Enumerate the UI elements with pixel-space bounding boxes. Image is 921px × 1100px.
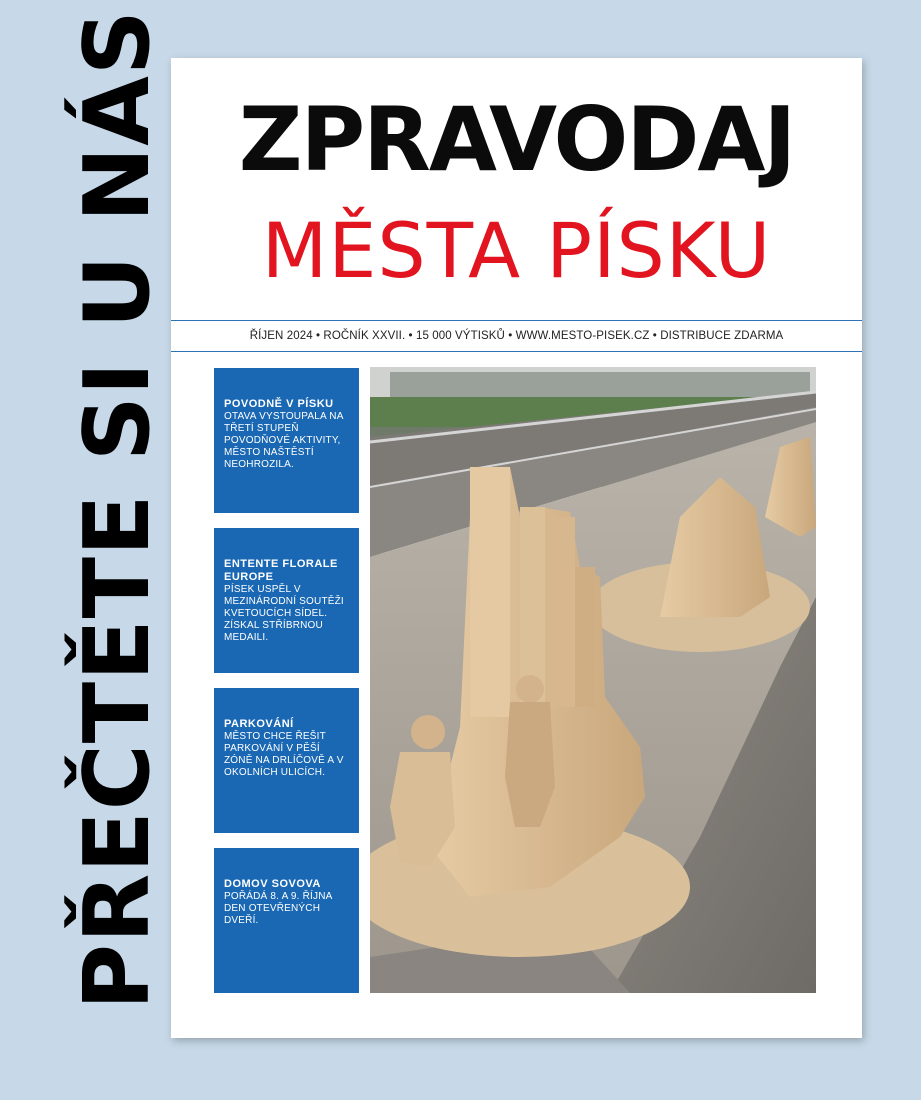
teaser-block-entente-florale[interactable]	[214, 528, 359, 673]
issue-info: ŘÍJEN 2024 • ROČNÍK XXVII. • 15 000 VÝTISKŮ • WWW.MESTO-PISEK.CZ • DISTRIBUCE ZDARMA	[249, 330, 784, 342]
magazine-cover[interactable]	[171, 58, 862, 1038]
photo-illustration	[370, 367, 816, 993]
teaser-block-parking[interactable]	[214, 688, 359, 833]
cover-title-sub: MĚSTA PÍSKU	[261, 206, 772, 295]
teaser-title: DOMOV SOVOVA	[224, 878, 321, 890]
cover-title-main: ZPRAVODAJ	[238, 88, 795, 191]
bottom-rule	[171, 351, 862, 352]
teaser-block-domov-sovova[interactable]	[214, 848, 359, 993]
top-rule	[171, 320, 862, 321]
cover-photo-sand-sculptures	[370, 367, 816, 993]
teaser-text: PÍSEK USPĚL V MEZINÁRODNÍ SOUTĚŽI KVETOUCÍCH SÍDEL. ZÍSKAL STŘÍBRNOU MEDAILI.	[224, 584, 344, 643]
teaser-text: POŘÁDÁ 8. A 9. ŘÍJNA DEN OTEVŘENÝCH DVEŘÍ.	[224, 891, 332, 926]
side-headline: PŘEČTĚTE SI U NÁS	[65, 9, 170, 1010]
teaser-block-floods[interactable]	[214, 368, 359, 513]
teaser-title: ENTENTE FLORALE EUROPE	[224, 558, 338, 583]
teaser-text: OTAVA VYSTOUPALA NA TŘETÍ STUPEŇ POVODŇOVÉ AKTIVITY, MĚSTO NAŠTĚSTÍ NEOHROZILA.	[224, 411, 344, 470]
teaser-title: POVODNĚ V PÍSKU	[224, 398, 334, 410]
teaser-title: PARKOVÁNÍ	[224, 718, 294, 730]
teaser-text: MĚSTO CHCE ŘEŠIT PARKOVÁNÍ V PĚŠÍ ZÓNĚ NA DRLÍČOVĚ A V OKOLNÍCH ULICÍCH.	[224, 731, 344, 778]
